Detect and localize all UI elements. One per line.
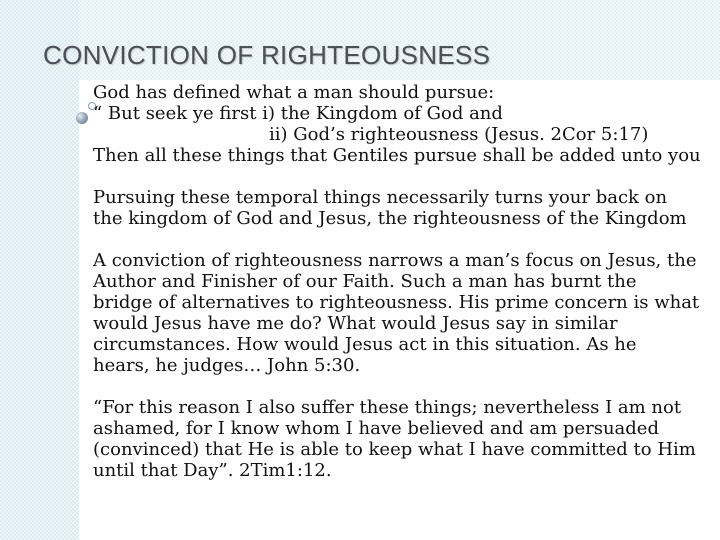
bullet-dot-icon xyxy=(76,112,88,124)
body-line: would Jesus have me do? What would Jesus say in similar xyxy=(93,313,618,334)
quote-line: ashamed, for I know whom I have believed and am persuaded xyxy=(93,418,659,439)
body-line: bridge of alternatives to righteousness. His prime concern is what xyxy=(93,292,700,313)
body-line: God has defined what a man should pursue: xyxy=(93,82,495,103)
body-line: ii) God’s righteousness (Jesus. 2Cor 5:17) xyxy=(269,124,649,145)
body-line: “ But seek ye first i) the Kingdom of God and xyxy=(93,103,503,124)
body-line: Author and Finisher of our Faith. Such a man has burnt the xyxy=(93,271,637,292)
body-line: A conviction of righteousness narrows a man’s focus on Jesus, the xyxy=(93,250,697,271)
slide-title: CONVICTION OF RIGHTEOUSNESS xyxy=(43,40,491,70)
paragraph-gap xyxy=(93,166,720,187)
body-line: the kingdom of God and Jesus, the righteousness of the Kingdom xyxy=(93,208,687,229)
paragraph-gap xyxy=(93,376,720,397)
paragraph-gap xyxy=(93,229,720,250)
left-sidebar-band xyxy=(0,0,79,540)
body-line: Then all these things that Gentiles pursue shall be added unto you xyxy=(93,145,701,166)
body-line: Pursuing these temporal things necessarily turns your back on xyxy=(93,187,668,208)
quote-line: (convinced) that He is able to keep what I have committed to Him xyxy=(93,439,696,460)
quote-line: until that Day”. 2Tim1:12. xyxy=(93,460,332,481)
body-line: hears, he judges… John 5:30. xyxy=(93,355,361,376)
quote-line: “For this reason I also suffer these things; nevertheless I am not xyxy=(93,397,682,418)
slide-body xyxy=(93,82,720,481)
body-line: circumstances. How would Jesus act in this situation. As he xyxy=(93,334,637,355)
